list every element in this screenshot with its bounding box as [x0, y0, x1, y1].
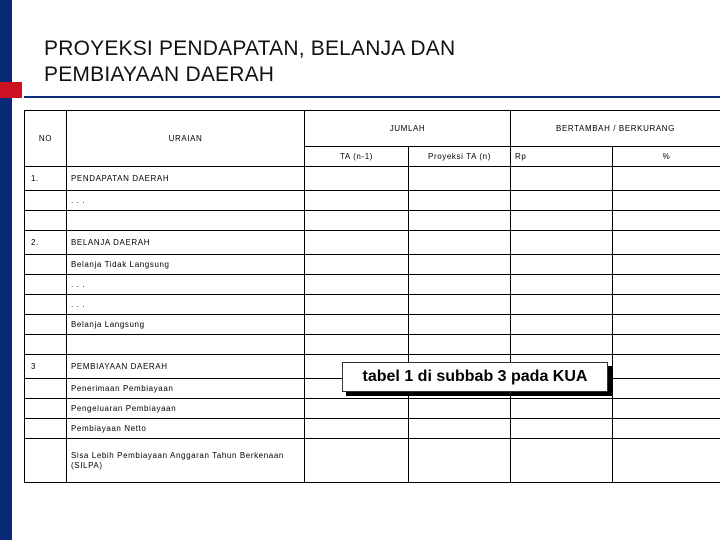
cell-rp [511, 439, 613, 483]
row-number [25, 275, 67, 295]
title-underline [24, 96, 720, 98]
cell-rp [511, 315, 613, 335]
cell-percent [613, 439, 720, 483]
row-uraian: Belanja Langsung [67, 315, 305, 335]
cell-proyeksi [409, 211, 511, 231]
cell-rp [511, 419, 613, 439]
table-row [25, 315, 720, 335]
cell-ta-prev [305, 211, 409, 231]
row-number [25, 255, 67, 275]
cell-ta-prev [305, 315, 409, 335]
cell-rp [511, 295, 613, 315]
row-number [25, 399, 67, 419]
row-number: 2. [25, 231, 67, 255]
table-row [25, 399, 720, 419]
cell-ta-prev [305, 295, 409, 315]
row-number [25, 379, 67, 399]
red-accent-block [0, 82, 22, 98]
row-uraian: Sisa Lebih Pembiayaan Anggaran Tahun Berkenaan (SILPA) [67, 439, 305, 483]
header-proyeksi: Proyeksi TA (n) [409, 147, 511, 167]
cell-rp [511, 167, 613, 191]
cell-proyeksi [409, 231, 511, 255]
table-row [25, 211, 720, 231]
header-uraian: URAIAN [67, 111, 305, 167]
row-uraian: Pembiayaan Netto [67, 419, 305, 439]
cell-percent [613, 315, 720, 335]
cell-proyeksi [409, 167, 511, 191]
table-row [25, 167, 720, 191]
cell-percent [613, 419, 720, 439]
row-uraian: . . . [67, 191, 305, 211]
table-row [25, 439, 720, 483]
row-number [25, 335, 67, 355]
cell-proyeksi [409, 419, 511, 439]
cell-rp [511, 191, 613, 211]
title-line-2: PEMBIAYAAN DAERAH [44, 63, 275, 86]
row-uraian: PEMBIAYAAN DAERAH [67, 355, 305, 379]
title-line-1: PROYEKSI PENDAPATAN, BELANJA DAN [44, 37, 456, 60]
cell-percent [613, 355, 720, 379]
table-row [25, 419, 720, 439]
cell-percent [613, 255, 720, 275]
cell-rp [511, 231, 613, 255]
cell-ta-prev [305, 275, 409, 295]
cell-proyeksi [409, 275, 511, 295]
cell-percent [613, 295, 720, 315]
row-uraian: Penerimaan Pembiayaan [67, 379, 305, 399]
header-jumlah: JUMLAH [305, 111, 511, 147]
row-number [25, 295, 67, 315]
cell-proyeksi [409, 295, 511, 315]
projection-table [24, 110, 720, 482]
row-number [25, 191, 67, 211]
row-number [25, 439, 67, 483]
cell-rp [511, 255, 613, 275]
cell-percent [613, 231, 720, 255]
row-uraian: Pengeluaran Pembiayaan [67, 399, 305, 419]
row-uraian: BELANJA DAERAH [67, 231, 305, 255]
cell-proyeksi [409, 255, 511, 275]
row-uraian: . . . [67, 295, 305, 315]
row-uraian: . . . [67, 275, 305, 295]
header-no: NO [25, 111, 67, 167]
cell-percent [613, 275, 720, 295]
left-accent-bar [0, 0, 12, 540]
cell-percent [613, 191, 720, 211]
cell-ta-prev [305, 255, 409, 275]
table-row [25, 231, 720, 255]
row-uraian: Belanja Tidak Langsung [67, 255, 305, 275]
cell-ta-prev [305, 231, 409, 255]
row-number [25, 315, 67, 335]
cell-percent [613, 167, 720, 191]
row-number [25, 211, 67, 231]
header-ta-prev: TA (n-1) [305, 147, 409, 167]
cell-rp [511, 275, 613, 295]
row-uraian [67, 335, 305, 355]
table-row [25, 335, 720, 355]
table-row [25, 275, 720, 295]
cell-percent [613, 399, 720, 419]
cell-rp [511, 335, 613, 355]
cell-rp [511, 399, 613, 419]
table-row [25, 255, 720, 275]
header-rp: Rp [511, 147, 613, 167]
cell-percent [613, 335, 720, 355]
header-percent: % [613, 147, 720, 167]
cell-rp [511, 211, 613, 231]
table-row [25, 191, 720, 211]
cell-proyeksi [409, 399, 511, 419]
header-bertambah-berkurang: BERTAMBAH / BERKURANG [511, 111, 720, 147]
cell-ta-prev [305, 167, 409, 191]
cell-proyeksi [409, 315, 511, 335]
page-title [44, 36, 455, 88]
cell-proyeksi [409, 439, 511, 483]
cell-proyeksi [409, 191, 511, 211]
cell-percent [613, 379, 720, 399]
table-row [25, 295, 720, 315]
cell-proyeksi [409, 335, 511, 355]
cell-ta-prev [305, 419, 409, 439]
cell-ta-prev [305, 335, 409, 355]
row-uraian [67, 211, 305, 231]
row-number: 3 [25, 355, 67, 379]
row-uraian: PENDAPATAN DAERAH [67, 167, 305, 191]
cell-ta-prev [305, 191, 409, 211]
row-number [25, 419, 67, 439]
callout-label: tabel 1 di subbab 3 pada KUA [342, 362, 608, 392]
cell-ta-prev [305, 399, 409, 419]
row-number: 1. [25, 167, 67, 191]
cell-ta-prev [305, 439, 409, 483]
cell-percent [613, 211, 720, 231]
